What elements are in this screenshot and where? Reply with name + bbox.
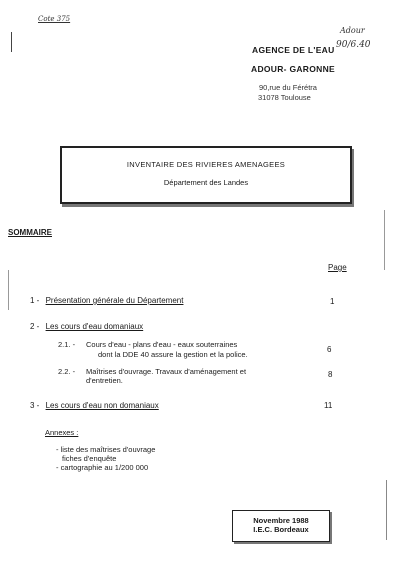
agency-line2: ADOUR- GARONNE xyxy=(251,64,336,74)
toc-item-2 xyxy=(30,322,143,331)
toc-sub-2-2-line1: Maîtrises d'ouvrage. Travaux d'aménagement et xyxy=(86,367,247,376)
toc-sub-2-2-line2: d'entretien. xyxy=(86,376,123,385)
document-subtitle: Département des Landes xyxy=(163,178,249,187)
handwritten-ref-line2: 90/6.40 xyxy=(336,40,371,50)
cote-stamp: Cote 375 xyxy=(38,15,71,23)
toc-item-1-number: 1 - xyxy=(30,296,40,305)
toc-item-3-page: 11 xyxy=(324,401,333,410)
toc-sub-2-1-line1: Cours d'eau - plans d'eau - eaux souterraines xyxy=(86,340,238,349)
toc-item-1-label: Présentation générale du Département xyxy=(45,296,184,305)
scan-mark-left-lower xyxy=(8,270,9,310)
document-title: INVENTAIRE DES RIVIERES AMENAGEES xyxy=(126,160,286,169)
annexes-line2: fiches d'enquête xyxy=(62,454,117,463)
date-text: Novembre 1988 xyxy=(253,516,309,525)
toc-sub-2-1-number: 2.1. - xyxy=(58,340,76,349)
scan-mark-right xyxy=(384,210,385,270)
toc-item-2-label: Les cours d'eau domaniaux xyxy=(45,322,144,331)
annexes-line1: - liste des maîtrises d'ouvrage xyxy=(56,445,156,454)
toc-sub-2-2-number: 2.2. - xyxy=(58,367,76,376)
toc-sub-2-1-page: 6 xyxy=(327,345,332,354)
toc-item-3 xyxy=(30,401,159,410)
address-line1: 90,rue du Férétra xyxy=(259,83,317,92)
toc-heading: SOMMAIRE xyxy=(8,228,52,237)
agency-line1: AGENCE DE L'EAU xyxy=(252,45,335,55)
toc-item-3-label: Les cours d'eau non domaniaux xyxy=(45,401,159,410)
toc-sub-2-2-page: 8 xyxy=(328,370,333,379)
date-box xyxy=(232,510,330,542)
toc-item-1 xyxy=(30,296,183,305)
toc-page-label: Page xyxy=(328,263,347,272)
annexes-line3: - cartographie au 1/200 000 xyxy=(56,463,149,472)
address-line2: 31078 Toulouse xyxy=(258,93,311,102)
title-box xyxy=(60,146,352,204)
toc-item-2-number: 2 - xyxy=(30,322,40,331)
annexes-heading: Annexes : xyxy=(45,428,79,437)
toc-sub-2-1-line2: dont la DDE 40 assure la gestion et la police. xyxy=(98,350,248,359)
toc-item-1-page: 1 xyxy=(330,297,335,306)
scan-mark-right-lower xyxy=(386,480,387,540)
toc-item-3-number: 3 - xyxy=(30,401,40,410)
scan-mark-left xyxy=(11,32,12,52)
handwritten-ref-line1: Adour xyxy=(340,26,365,35)
issuer-text: I.E.C. Bordeaux xyxy=(253,525,309,534)
